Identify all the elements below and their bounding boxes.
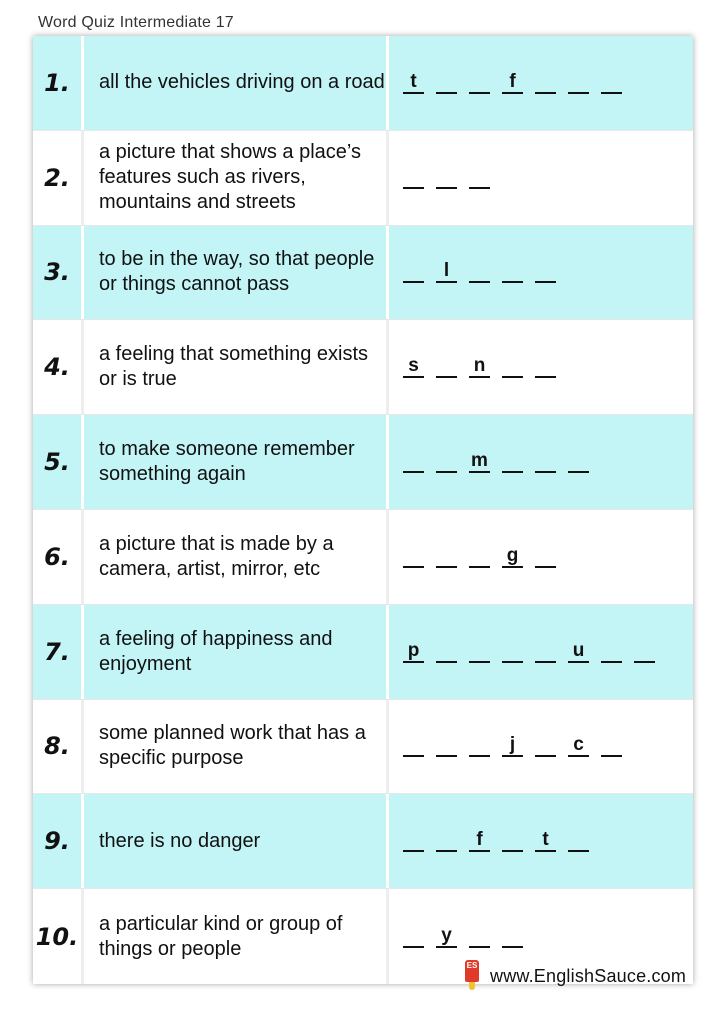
page-title: Word Quiz Intermediate 17: [38, 14, 234, 31]
letter-blank: [436, 356, 457, 378]
letter-blank: [469, 641, 490, 663]
question-definition: there is no danger: [84, 794, 389, 888]
answer-cell: [389, 700, 693, 794]
letter-blank: [502, 830, 523, 852]
letter-blank: [535, 261, 556, 283]
quiz-row: [33, 415, 693, 510]
letter-blank: f: [469, 830, 490, 852]
question-definition: a picture that shows a place’s features such as rivers, mountains and streets: [84, 131, 389, 225]
letter-blank: [436, 451, 457, 473]
answer-cell: [389, 415, 693, 509]
answer-cell: [389, 226, 693, 320]
answer-cell: [389, 794, 693, 888]
letter-blank: [403, 167, 424, 189]
letter-blank: [601, 72, 622, 94]
quiz-row: [33, 36, 693, 131]
letter-blank: [436, 830, 457, 852]
letter-blank: [403, 926, 424, 948]
answer-blanks: [403, 167, 502, 189]
answer-cell: [389, 510, 693, 604]
quiz-row: [33, 794, 693, 889]
question-number: 2.: [33, 131, 84, 225]
quiz-row: [33, 226, 693, 321]
letter-blank: [469, 735, 490, 757]
letter-blank: u: [568, 641, 589, 663]
letter-blank: [469, 926, 490, 948]
answer-blanks: [403, 641, 667, 663]
letter-blank: [502, 451, 523, 473]
question-definition: a picture that is made by a camera, artist, mirror, etc: [84, 510, 389, 604]
letter-blank: [436, 735, 457, 757]
letter-blank: [634, 641, 655, 663]
question-number: 1.: [33, 36, 84, 130]
quiz-row: [33, 700, 693, 795]
question-number: 4.: [33, 320, 84, 414]
question-number: 9.: [33, 794, 84, 888]
letter-blank: [403, 546, 424, 568]
quiz-table: [33, 36, 693, 984]
letter-blank: m: [469, 451, 490, 473]
question-definition: all the vehicles driving on a road: [84, 36, 389, 130]
english-sauce-logo-icon: [462, 960, 482, 992]
answer-blanks: [403, 356, 568, 378]
letter-blank: [502, 356, 523, 378]
quiz-row: [33, 605, 693, 700]
letter-blank: s: [403, 356, 424, 378]
letter-blank: [601, 735, 622, 757]
letter-blank: g: [502, 546, 523, 568]
question-number: 5.: [33, 415, 84, 509]
letter-blank: [469, 72, 490, 94]
letter-blank: [535, 641, 556, 663]
answer-cell: [389, 131, 693, 225]
letter-blank: [403, 830, 424, 852]
question-number: 6.: [33, 510, 84, 604]
question-definition: a particular kind or group of things or people: [84, 889, 389, 984]
letter-blank: n: [469, 356, 490, 378]
question-number: 3.: [33, 226, 84, 320]
letter-blank: f: [502, 72, 523, 94]
quiz-row: [33, 131, 693, 226]
letter-blank: [403, 735, 424, 757]
letter-blank: [502, 261, 523, 283]
letter-blank: [436, 641, 457, 663]
answer-blanks: [403, 735, 634, 757]
letter-blank: [535, 546, 556, 568]
letter-blank: [535, 356, 556, 378]
question-number: 7.: [33, 605, 84, 699]
sauce-bottle-icon: ES: [465, 960, 479, 982]
question-definition: to make someone remember something again: [84, 415, 389, 509]
answer-blanks: [403, 926, 535, 948]
letter-blank: [436, 72, 457, 94]
answer-blanks: [403, 546, 568, 568]
quiz-row: [33, 510, 693, 605]
letter-blank: [502, 926, 523, 948]
letter-blank: [568, 72, 589, 94]
question-number: 10.: [33, 889, 84, 984]
footer: [462, 960, 686, 992]
bottle-cap-icon: [469, 982, 475, 990]
letter-blank: [469, 546, 490, 568]
letter-blank: [568, 830, 589, 852]
question-definition: some planned work that has a specific purpose: [84, 700, 389, 794]
answer-blanks: [403, 830, 601, 852]
letter-blank: y: [436, 926, 457, 948]
answer-blanks: [403, 261, 568, 283]
letter-blank: [469, 261, 490, 283]
letter-blank: [436, 546, 457, 568]
letter-blank: [403, 261, 424, 283]
letter-blank: [502, 641, 523, 663]
letter-blank: p: [403, 641, 424, 663]
question-definition: a feeling that something exists or is true: [84, 320, 389, 414]
letter-blank: [601, 641, 622, 663]
letter-blank: j: [502, 735, 523, 757]
answer-cell: [389, 36, 693, 130]
question-definition: a feeling of happiness and enjoyment: [84, 605, 389, 699]
letter-blank: [535, 451, 556, 473]
letter-blank: [403, 451, 424, 473]
letter-blank: t: [403, 72, 424, 94]
letter-blank: c: [568, 735, 589, 757]
letter-blank: [535, 735, 556, 757]
letter-blank: [535, 72, 556, 94]
letter-blank: [436, 167, 457, 189]
answer-cell: [389, 605, 693, 699]
answer-blanks: [403, 451, 601, 473]
question-number: 8.: [33, 700, 84, 794]
website-url: www.EnglishSauce.com: [490, 965, 687, 986]
quiz-row: [33, 320, 693, 415]
letter-blank: t: [535, 830, 556, 852]
letter-blank: l: [436, 261, 457, 283]
question-definition: to be in the way, so that people or things cannot pass: [84, 226, 389, 320]
letter-blank: [469, 167, 490, 189]
answer-cell: [389, 320, 693, 414]
answer-blanks: [403, 72, 634, 94]
letter-blank: [568, 451, 589, 473]
